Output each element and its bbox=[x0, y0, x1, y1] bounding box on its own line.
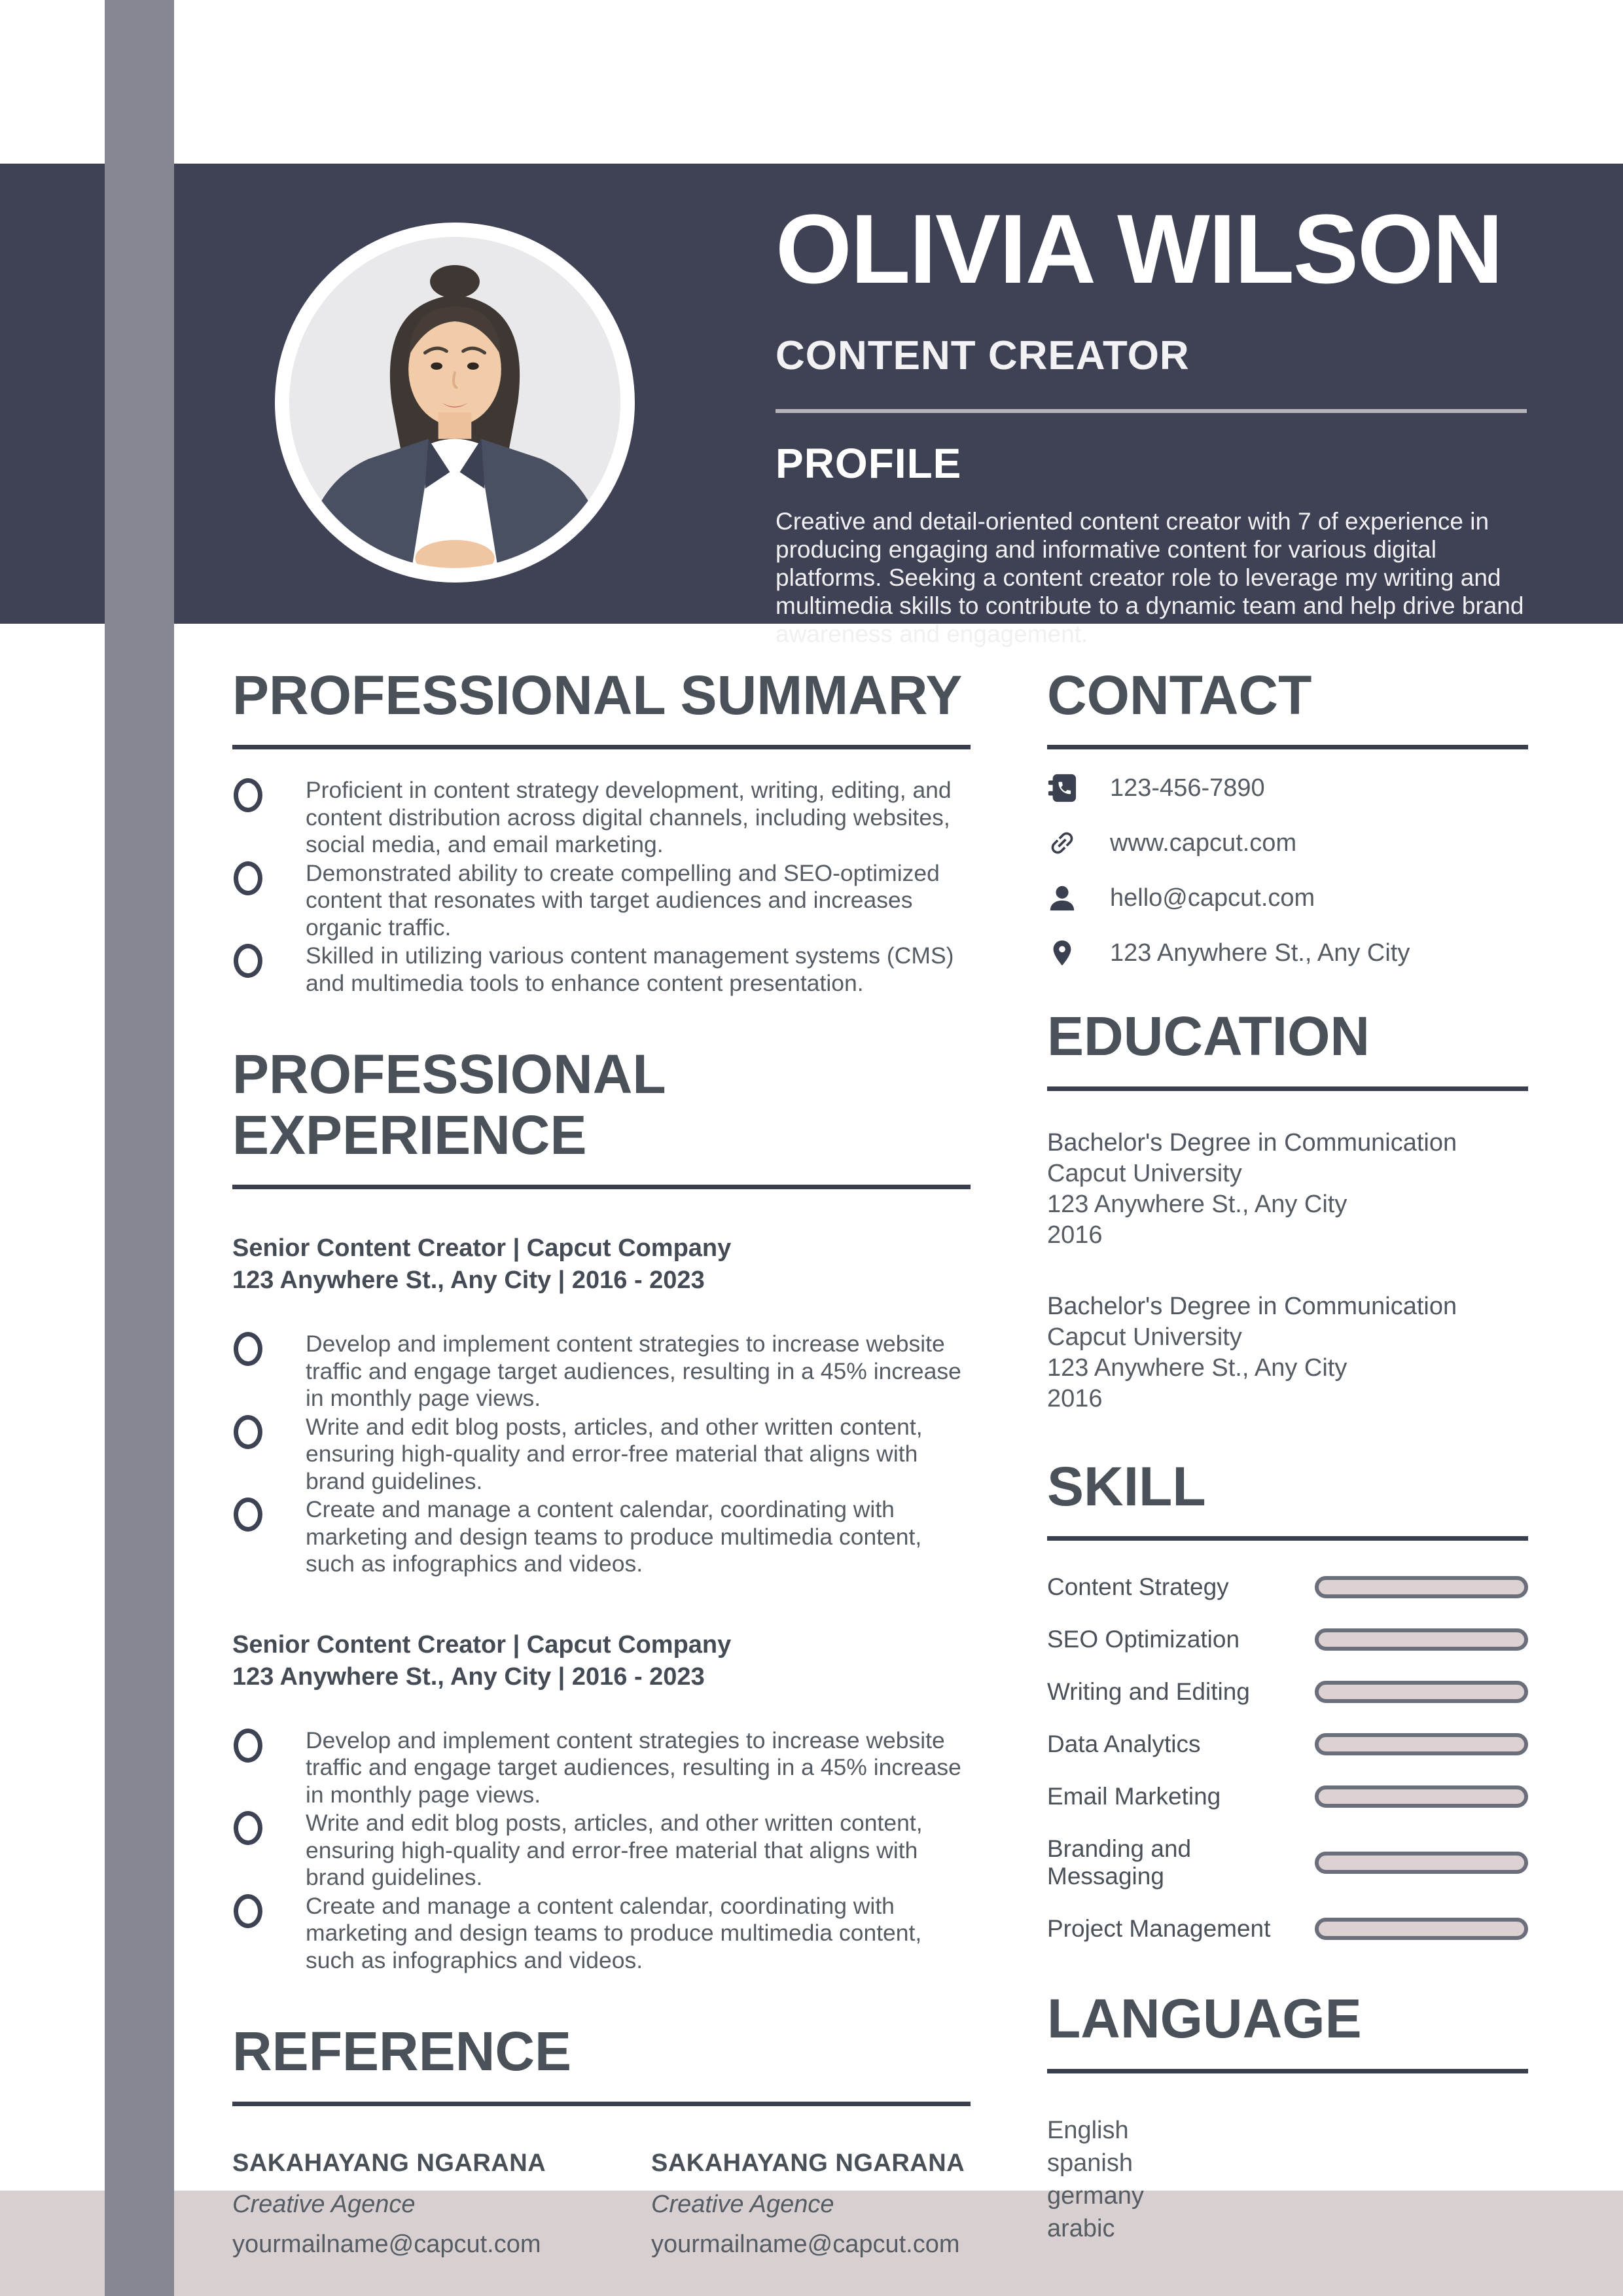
education-entry bbox=[1047, 1291, 1528, 1414]
bullet-ring-icon bbox=[234, 1498, 262, 1532]
bullet-ring-icon bbox=[234, 1811, 262, 1845]
section-language bbox=[1047, 1988, 1528, 2244]
reference-email[interactable]: yourmailname@capcut.com bbox=[651, 2230, 960, 2258]
contact-row-address bbox=[1047, 938, 1528, 968]
job-bullet: Create and manage a content calendar, coordinating with marketing and design teams to produce multimedia content, such as infographics and videos. bbox=[306, 1892, 922, 1973]
job-meta: 123 Anywhere St., Any City | 2016 - 2023 bbox=[232, 1266, 705, 1295]
education-entry bbox=[1047, 1128, 1528, 1251]
list-item bbox=[232, 777, 971, 859]
skill-row bbox=[1047, 1731, 1528, 1758]
person-icon bbox=[1047, 883, 1077, 913]
language-item: arabic bbox=[1047, 2214, 1115, 2242]
contact-heading-rule bbox=[1047, 745, 1528, 749]
contact-heading: CONTACT bbox=[1047, 664, 1312, 726]
bullet-ring-icon bbox=[234, 1894, 262, 1928]
education-degree: Bachelor's Degree in Communication bbox=[1047, 1292, 1457, 1320]
skill-label: Content Strategy bbox=[1047, 1573, 1229, 1601]
education-address: 123 Anywhere St., Any City bbox=[1047, 1190, 1347, 1218]
skill-bar bbox=[1315, 1576, 1528, 1598]
skill-row bbox=[1047, 1678, 1528, 1706]
section-contact bbox=[1047, 665, 1528, 968]
skill-row bbox=[1047, 1573, 1528, 1601]
job-bullet-list bbox=[232, 1331, 971, 1578]
reference-card bbox=[232, 2149, 651, 2259]
summary-bullet: Skilled in utilizing various content management systems (CMS) and multimedia tools to enhance content presentation. bbox=[306, 942, 954, 996]
skill-label: Writing and Editing bbox=[1047, 1678, 1250, 1706]
header-band bbox=[0, 164, 1623, 647]
skill-list bbox=[1047, 1573, 1528, 1943]
reference-heading: REFERENCE bbox=[232, 2020, 572, 2083]
link-icon bbox=[1047, 828, 1077, 858]
bullet-ring-icon bbox=[234, 778, 262, 812]
language-item: spanish bbox=[1047, 2149, 1133, 2177]
phone-icon bbox=[1047, 773, 1077, 803]
job-title: Senior Content Creator | Capcut Company bbox=[232, 1630, 732, 1659]
contact-website-value[interactable]: www.capcut.com bbox=[1110, 829, 1297, 857]
language-list bbox=[1047, 2114, 1528, 2245]
education-school: Capcut University bbox=[1047, 1159, 1242, 1187]
contact-row-phone bbox=[1047, 773, 1528, 803]
bullet-ring-icon bbox=[234, 1415, 262, 1449]
experience-heading-rule bbox=[232, 1185, 971, 1189]
job-bullet: Develop and implement content strategies to increase website traffic and engage target audiences, resulting in a 45% increase in monthly page views. bbox=[306, 1727, 961, 1808]
job-bullet: Create and manage a content calendar, coordinating with marketing and design teams to produce multimedia content, such as infographics and videos. bbox=[306, 1496, 922, 1577]
contact-phone-value: 123-456-7890 bbox=[1110, 774, 1265, 802]
reference-name: SAKAHAYANG NGARANA bbox=[651, 2149, 965, 2177]
skill-label: Branding and Messaging bbox=[1047, 1835, 1192, 1890]
job-title: Senior Content Creator | Capcut Company bbox=[232, 1234, 732, 1263]
list-item bbox=[232, 1893, 971, 1975]
job-bullet: Write and edit blog posts, articles, and other written content, ensuring high-quality and error-free material that aligns with brand guidelines. bbox=[306, 1810, 923, 1891]
summary-bullet: Proficient in content strategy development, writing, editing, and content distribution across digital channels, including websites, social media, and email marketing. bbox=[306, 777, 952, 858]
reference-grid bbox=[232, 2149, 971, 2259]
reference-company: Creative Agence bbox=[651, 2190, 834, 2218]
list-item bbox=[232, 1810, 971, 1892]
section-professional-summary bbox=[232, 665, 971, 997]
skill-label: Email Marketing bbox=[1047, 1783, 1221, 1810]
contact-row-email bbox=[1047, 883, 1528, 913]
summary-heading-rule bbox=[232, 745, 971, 749]
section-skill bbox=[1047, 1456, 1528, 1943]
reference-email[interactable]: yourmailname@capcut.com bbox=[232, 2230, 541, 2258]
reference-name: SAKAHAYANG NGARANA bbox=[232, 2149, 546, 2177]
education-year: 2016 bbox=[1047, 1384, 1103, 1412]
contact-email-value[interactable]: hello@capcut.com bbox=[1110, 884, 1315, 912]
section-professional-experience bbox=[232, 1044, 971, 1974]
job-meta: 123 Anywhere St., Any City | 2016 - 2023 bbox=[232, 1662, 705, 1691]
language-heading: LANGUAGE bbox=[1047, 1988, 1362, 2050]
experience-job bbox=[232, 1629, 971, 1975]
skill-label: Data Analytics bbox=[1047, 1731, 1201, 1758]
person-role: CONTENT CREATOR bbox=[776, 332, 1190, 378]
bullet-ring-icon bbox=[234, 1729, 262, 1763]
contact-row-website bbox=[1047, 828, 1528, 858]
job-bullet: Write and edit blog posts, articles, and other written content, ensuring high-quality and error-free material that aligns with brand guidelines. bbox=[306, 1413, 923, 1494]
skill-heading-rule bbox=[1047, 1536, 1528, 1541]
skill-row bbox=[1047, 1835, 1528, 1890]
skill-bar bbox=[1315, 1785, 1528, 1808]
summary-heading: PROFESSIONAL SUMMARY bbox=[232, 664, 963, 726]
list-item bbox=[232, 1331, 971, 1412]
list-item bbox=[232, 1496, 971, 1578]
skill-label: SEO Optimization bbox=[1047, 1626, 1240, 1653]
list-item bbox=[232, 860, 971, 942]
skill-row bbox=[1047, 1915, 1528, 1943]
job-bullet-list bbox=[232, 1727, 971, 1975]
reference-company: Creative Agence bbox=[232, 2190, 416, 2218]
skill-row bbox=[1047, 1626, 1528, 1653]
list-item bbox=[232, 1727, 971, 1809]
list-item bbox=[232, 942, 971, 997]
skill-bar bbox=[1315, 1918, 1528, 1940]
skill-bar bbox=[1315, 1733, 1528, 1755]
bullet-ring-icon bbox=[234, 944, 262, 978]
contact-address-value: 123 Anywhere St., Any City bbox=[1110, 939, 1410, 967]
education-year: 2016 bbox=[1047, 1221, 1103, 1249]
left-accent-bar bbox=[105, 0, 174, 2296]
header-text-block bbox=[776, 164, 1535, 648]
list-item bbox=[232, 1414, 971, 1496]
education-address: 123 Anywhere St., Any City bbox=[1047, 1354, 1347, 1382]
skill-heading: SKILL bbox=[1047, 1455, 1206, 1517]
summary-bullet-list bbox=[232, 777, 971, 997]
reference-card bbox=[651, 2149, 971, 2259]
bullet-ring-icon bbox=[234, 861, 262, 895]
job-bullet: Develop and implement content strategies to increase website traffic and engage target audiences, resulting in a 45% increase in monthly page views. bbox=[306, 1331, 961, 1412]
skill-bar bbox=[1315, 1628, 1528, 1651]
header-divider bbox=[776, 409, 1527, 413]
skill-bar bbox=[1315, 1681, 1528, 1703]
language-item: germany bbox=[1047, 2181, 1144, 2210]
avatar-illustration bbox=[289, 237, 620, 568]
education-heading-rule bbox=[1047, 1086, 1528, 1091]
location-icon bbox=[1047, 938, 1077, 968]
person-name: OLIVIA WILSON bbox=[776, 194, 1503, 304]
summary-bullet: Demonstrated ability to create compelling and SEO-optimized content that resonates with target audiences and increases organic traffic. bbox=[306, 859, 940, 941]
language-heading-rule bbox=[1047, 2069, 1528, 2073]
section-education bbox=[1047, 1006, 1528, 1414]
profile-heading: PROFILE bbox=[776, 439, 962, 487]
education-degree: Bachelor's Degree in Communication bbox=[1047, 1128, 1457, 1157]
education-school: Capcut University bbox=[1047, 1323, 1242, 1351]
bullet-ring-icon bbox=[234, 1332, 262, 1366]
skill-bar bbox=[1315, 1852, 1528, 1874]
profile-photo bbox=[275, 223, 635, 583]
experience-job bbox=[232, 1232, 971, 1578]
education-heading: EDUCATION bbox=[1047, 1005, 1370, 1067]
experience-heading: PROFESSIONAL EXPERIENCE bbox=[232, 1043, 666, 1166]
right-column bbox=[1047, 665, 1528, 2245]
skill-row bbox=[1047, 1783, 1528, 1810]
contact-list bbox=[1047, 773, 1528, 968]
profile-text: Creative and detail-oriented content creator with 7 of experience in producing engaging and informative content for various digital platforms. Seeking a content creator role to leverage my writing and multimedia skills to contribute to a dynamic team and help drive brand awareness and engagement. bbox=[776, 507, 1524, 647]
skill-label: Project Management bbox=[1047, 1915, 1271, 1943]
left-column bbox=[232, 665, 971, 2259]
reference-heading-rule bbox=[232, 2102, 971, 2106]
section-reference bbox=[232, 2021, 971, 2258]
language-item: English bbox=[1047, 2116, 1129, 2144]
